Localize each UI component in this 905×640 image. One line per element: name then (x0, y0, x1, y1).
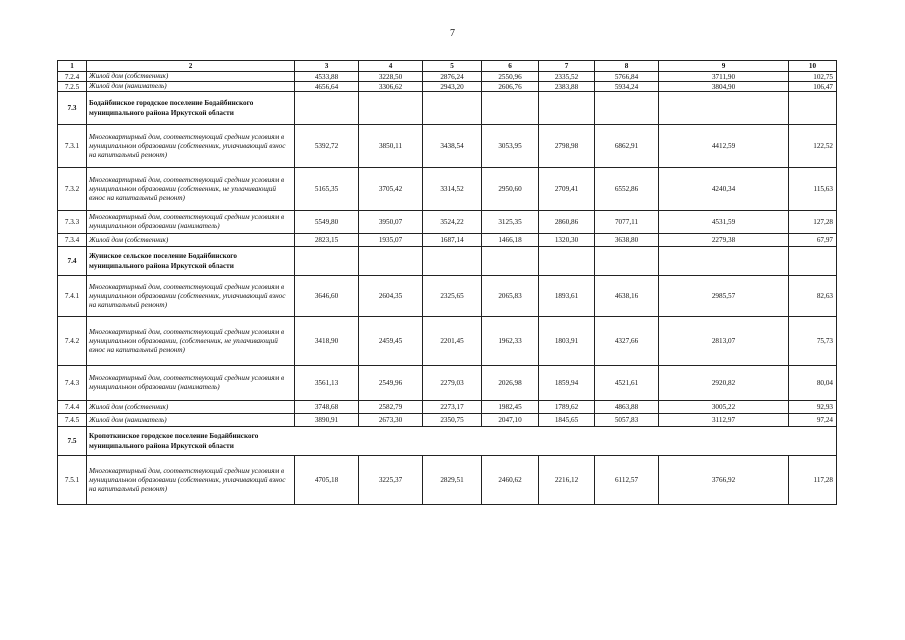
row-description: Жилой дом (собственник) (87, 234, 295, 247)
empty-cell (539, 247, 595, 276)
cell-col5: 2273,17 (423, 401, 482, 414)
row-number: 7.4.3 (58, 366, 87, 401)
cell-col3: 5392,72 (295, 125, 359, 168)
cell-col5: 2201,45 (423, 317, 482, 366)
cell-col7: 1789,62 (539, 401, 595, 414)
cell-col7: 1320,30 (539, 234, 595, 247)
section-title: Жуинское сельское поселение Бодайбинского муниципального района Иркутской области (87, 247, 295, 276)
cell-col10: 127,28 (789, 211, 837, 234)
cell-col8: 5766,84 (595, 72, 659, 82)
cell-col8: 4638,16 (595, 276, 659, 317)
column-header: 1 (58, 61, 87, 72)
cell-col9: 4240,34 (659, 168, 789, 211)
row-number: 7.3.1 (58, 125, 87, 168)
cell-col9: 3711,90 (659, 72, 789, 82)
empty-cell (482, 247, 539, 276)
row-number: 7.3 (58, 92, 87, 125)
cell-col6: 1962,33 (482, 317, 539, 366)
empty-cell (789, 92, 837, 125)
cell-col10: 117,28 (789, 456, 837, 505)
table-row (58, 401, 837, 414)
cell-col9: 2279,38 (659, 234, 789, 247)
cell-col7: 2709,41 (539, 168, 595, 211)
cell-col5: 1687,14 (423, 234, 482, 247)
cell-col6: 2026,98 (482, 366, 539, 401)
empty-cell (295, 247, 359, 276)
cell-col9: 2920,82 (659, 366, 789, 401)
cell-col3: 4705,18 (295, 456, 359, 505)
cell-col4: 3228,50 (359, 72, 423, 82)
row-description: Многоквартирный дом, соответствующий средним условиям в муниципальном образовании (собственник, не уплачивающий взнос на капитальный ремонт) (87, 168, 295, 211)
table-row (58, 276, 837, 317)
empty-cell (359, 92, 423, 125)
cell-col6: 2950,60 (482, 168, 539, 211)
cell-col9: 3804,90 (659, 82, 789, 92)
cell-col4: 2673,30 (359, 414, 423, 427)
cell-col8: 6862,91 (595, 125, 659, 168)
column-header: 10 (789, 61, 837, 72)
column-header: 7 (539, 61, 595, 72)
cell-col4: 3225,37 (359, 456, 423, 505)
table-row (58, 456, 837, 505)
cell-col3: 2823,15 (295, 234, 359, 247)
column-header: 9 (659, 61, 789, 72)
row-description: Многоквартирный дом, соответствующий средним условиям в муниципальном образовании (собственник, уплачивающий взнос на капитальный ремонт) (87, 276, 295, 317)
cell-col6: 3053,95 (482, 125, 539, 168)
section-title: Бодайбинское городское поселение Бодайбинского муниципального района Иркутской области (87, 92, 295, 125)
column-header: 3 (295, 61, 359, 72)
table-row (58, 211, 837, 234)
cell-col3: 5165,35 (295, 168, 359, 211)
cell-col8: 3638,80 (595, 234, 659, 247)
cell-col5: 3314,52 (423, 168, 482, 211)
cell-col7: 2216,12 (539, 456, 595, 505)
cell-col3: 5549,80 (295, 211, 359, 234)
cell-col9: 4412,59 (659, 125, 789, 168)
cell-col7: 2798,98 (539, 125, 595, 168)
cell-col5: 2829,51 (423, 456, 482, 505)
cell-col4: 1935,07 (359, 234, 423, 247)
cell-col6: 2460,62 (482, 456, 539, 505)
table-row (58, 317, 837, 366)
cell-col4: 3705,42 (359, 168, 423, 211)
empty-cell (295, 92, 359, 125)
empty-cell (423, 92, 482, 125)
cell-col3: 3646,60 (295, 276, 359, 317)
cell-col6: 1982,45 (482, 401, 539, 414)
table-row (58, 234, 837, 247)
table-row (58, 168, 837, 211)
table-header-row (58, 61, 837, 72)
empty-cell (359, 247, 423, 276)
cell-col8: 4327,66 (595, 317, 659, 366)
cell-col5: 2943,20 (423, 82, 482, 92)
cell-col5: 2325,65 (423, 276, 482, 317)
empty-cell (595, 92, 659, 125)
cell-col4: 3950,07 (359, 211, 423, 234)
cell-col4: 3850,11 (359, 125, 423, 168)
cell-col6: 1466,18 (482, 234, 539, 247)
empty-cell (482, 92, 539, 125)
cell-col9: 2813,07 (659, 317, 789, 366)
cell-col10: 115,63 (789, 168, 837, 211)
row-description: Многоквартирный дом, соответствующий средним условиям в муниципальном образовании (собственник, уплачивающий взнос на капитальный ремонт) (87, 125, 295, 168)
cell-col10: 80,04 (789, 366, 837, 401)
cell-col4: 2604,35 (359, 276, 423, 317)
section-title: Кропоткинское городское поселение Бодайбинского муниципального района Иркутской области (87, 427, 837, 456)
empty-cell (659, 92, 789, 125)
cell-col7: 1859,94 (539, 366, 595, 401)
cell-col6: 2065,83 (482, 276, 539, 317)
row-number: 7.5.1 (58, 456, 87, 505)
row-number: 7.3.2 (58, 168, 87, 211)
cell-col7: 2383,88 (539, 82, 595, 92)
cell-col3: 4656,64 (295, 82, 359, 92)
cell-col3: 3890,91 (295, 414, 359, 427)
cell-col10: 82,63 (789, 276, 837, 317)
cell-col3: 4533,88 (295, 72, 359, 82)
page-number: 7 (450, 28, 455, 39)
table-row (58, 125, 837, 168)
cell-col7: 1893,61 (539, 276, 595, 317)
cell-col5: 2350,75 (423, 414, 482, 427)
cell-col10: 97,24 (789, 414, 837, 427)
cell-col5: 3524,22 (423, 211, 482, 234)
row-number: 7.5 (58, 427, 87, 456)
section-row (58, 92, 837, 125)
cell-col10: 67,97 (789, 234, 837, 247)
cell-col4: 3306,62 (359, 82, 423, 92)
tariff-table (57, 60, 837, 505)
section-row (58, 247, 837, 276)
cell-col5: 2876,24 (423, 72, 482, 82)
cell-col6: 2550,96 (482, 72, 539, 82)
row-description: Многоквартирный дом, соответствующий средним условиям в муниципальном образовании (наниматель) (87, 366, 295, 401)
table-row (58, 82, 837, 92)
table-row (58, 72, 837, 82)
cell-col10: 75,73 (789, 317, 837, 366)
row-number: 7.3.4 (58, 234, 87, 247)
row-number: 7.4.1 (58, 276, 87, 317)
cell-col7: 1845,65 (539, 414, 595, 427)
cell-col6: 3125,35 (482, 211, 539, 234)
cell-col5: 3438,54 (423, 125, 482, 168)
row-number: 7.4.4 (58, 401, 87, 414)
cell-col3: 3418,90 (295, 317, 359, 366)
empty-cell (595, 247, 659, 276)
column-header: 2 (87, 61, 295, 72)
cell-col8: 4521,61 (595, 366, 659, 401)
row-number: 7.4.5 (58, 414, 87, 427)
cell-col8: 5057,83 (595, 414, 659, 427)
row-number: 7.4 (58, 247, 87, 276)
cell-col6: 2047,10 (482, 414, 539, 427)
cell-col10: 122,52 (789, 125, 837, 168)
cell-col8: 4863,88 (595, 401, 659, 414)
cell-col3: 3561,13 (295, 366, 359, 401)
cell-col10: 106,47 (789, 82, 837, 92)
row-number: 7.2.4 (58, 72, 87, 82)
cell-col3: 3748,68 (295, 401, 359, 414)
column-header: 8 (595, 61, 659, 72)
row-description: Жилой дом (наниматель) (87, 414, 295, 427)
cell-col7: 2860,86 (539, 211, 595, 234)
row-number: 7.2.5 (58, 82, 87, 92)
empty-cell (659, 247, 789, 276)
cell-col8: 6552,86 (595, 168, 659, 211)
column-header: 6 (482, 61, 539, 72)
row-description: Многоквартирный дом, соответствующий средним условиям в муниципальном образовании (наниматель) (87, 211, 295, 234)
cell-col4: 2459,45 (359, 317, 423, 366)
row-description: Многоквартирный дом, соответствующий средним условиям в муниципальном образовании, (собственник, не уплачивающий взнос на капитальный ремонт) (87, 317, 295, 366)
cell-col7: 2335,52 (539, 72, 595, 82)
table-row (58, 414, 837, 427)
table-row (58, 366, 837, 401)
cell-col8: 7077,11 (595, 211, 659, 234)
cell-col8: 6112,57 (595, 456, 659, 505)
cell-col5: 2279,03 (423, 366, 482, 401)
cell-col9: 3112,97 (659, 414, 789, 427)
cell-col9: 3005,22 (659, 401, 789, 414)
row-description: Многоквартирный дом, соответствующий средним условиям в муниципальном образовании (собственник, уплачивающий взнос на капитальный ремонт) (87, 456, 295, 505)
empty-cell (539, 92, 595, 125)
empty-cell (789, 247, 837, 276)
cell-col4: 2549,96 (359, 366, 423, 401)
row-description: Жилой дом (собственник) (87, 401, 295, 414)
cell-col9: 2985,57 (659, 276, 789, 317)
cell-col10: 102,75 (789, 72, 837, 82)
row-description: Жилой дом (наниматель) (87, 82, 295, 92)
row-number: 7.4.2 (58, 317, 87, 366)
empty-cell (423, 247, 482, 276)
cell-col4: 2582,79 (359, 401, 423, 414)
column-header: 4 (359, 61, 423, 72)
cell-col9: 4531,59 (659, 211, 789, 234)
cell-col6: 2606,76 (482, 82, 539, 92)
section-row (58, 427, 837, 456)
cell-col7: 1803,91 (539, 317, 595, 366)
cell-col10: 92,93 (789, 401, 837, 414)
cell-col9: 3766,92 (659, 456, 789, 505)
row-number: 7.3.3 (58, 211, 87, 234)
row-description: Жилой дом (собственник) (87, 72, 295, 82)
cell-col8: 5934,24 (595, 82, 659, 92)
column-header: 5 (423, 61, 482, 72)
